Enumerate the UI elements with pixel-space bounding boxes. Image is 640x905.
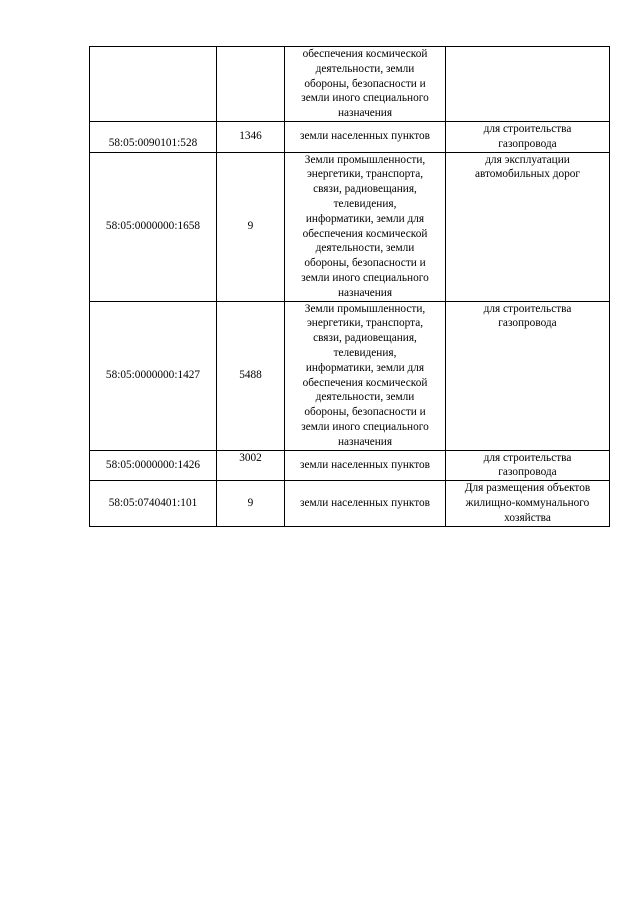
permitted-use-cell	[446, 122, 610, 153]
land-category-line: Земли промышленности,	[304, 302, 426, 315]
land-category-line: обороны, безопасности и	[304, 406, 426, 419]
land-category-line: обеспечения космической	[302, 376, 428, 389]
permitted-use-line: автомобильных дорог	[474, 168, 581, 181]
permitted-use-line: для строительства	[483, 302, 572, 315]
land-category-cell	[285, 152, 446, 301]
land-category-line: назначения	[337, 286, 393, 299]
land-category-line: обеспечения космической	[302, 48, 428, 60]
land-category-line: Земли промышленности,	[304, 153, 426, 166]
land-category-line: земли иного специального	[301, 271, 429, 284]
permitted-use-line: газопровода	[498, 466, 557, 479]
land-category-line: назначения	[337, 435, 393, 448]
land-category-line: информатики, земли для	[305, 361, 425, 374]
permitted-use-line: для эксплуатации	[485, 153, 570, 166]
permitted-use-line: Для размещения объектов	[464, 482, 591, 495]
permitted-use-line: газопровода	[498, 137, 557, 150]
land-category-line: связи, радиовещания,	[313, 183, 417, 196]
land-category-line: земли населенных пунктов	[299, 130, 430, 143]
permitted-use-cell	[446, 301, 610, 450]
cadastral-number-cell: 58:05:0000000:1427	[90, 301, 217, 450]
land-category-line: земли населенных пунктов	[299, 458, 430, 471]
permitted-use-cell	[446, 481, 610, 526]
land-category-line: земли иного специального	[301, 420, 429, 433]
land-category-line: деятельности, земли	[315, 242, 415, 255]
permitted-use-line: хозяйства	[504, 511, 551, 524]
land-category-line: назначения	[337, 107, 393, 120]
permitted-use-line: для строительства	[483, 123, 572, 135]
land-category-line: телевидения,	[333, 197, 397, 210]
cadastral-number-cell: 58:05:0000000:1426	[90, 450, 217, 481]
land-category-cell	[285, 301, 446, 450]
land-plots-table-body	[90, 47, 610, 527]
area-cell: 5488	[217, 301, 285, 450]
area-cell: 1346	[217, 122, 285, 153]
land-category-line: обеспечения космической	[302, 227, 428, 240]
land-category-line: телевидения,	[333, 346, 397, 359]
land-category-line: деятельности, земли	[315, 391, 415, 404]
area-cell: 3002	[217, 450, 285, 481]
cadastral-number-cell	[90, 47, 217, 122]
table-row	[90, 47, 610, 122]
land-category-line: обороны, безопасности и	[304, 257, 426, 270]
land-category-cell	[285, 481, 446, 526]
land-category-line: земли населенных пунктов	[299, 496, 430, 509]
area-cell: 9	[217, 152, 285, 301]
cadastral-number-cell: 58:05:0000000:1658	[90, 152, 217, 301]
land-category-line: информатики, земли для	[305, 212, 425, 225]
area-cell	[217, 47, 285, 122]
permitted-use-cell	[446, 47, 610, 122]
land-category-cell	[285, 450, 446, 481]
permitted-use-line: для строительства	[483, 451, 572, 464]
cadastral-number-cell: 58:05:0740401:101	[90, 481, 217, 526]
land-category-line: связи, радиовещания,	[313, 332, 417, 345]
land-plots-table	[89, 46, 610, 527]
land-category-cell	[285, 122, 446, 153]
area-cell: 9	[217, 481, 285, 526]
land-category-line: земли иного специального	[301, 92, 429, 105]
permitted-use-cell	[446, 152, 610, 301]
permitted-use-line: жилищно-коммунального	[465, 496, 590, 509]
table-row	[90, 122, 610, 153]
table-row	[90, 481, 610, 526]
land-category-line: деятельности, земли	[315, 62, 415, 75]
permitted-use-cell	[446, 450, 610, 481]
table-row	[90, 450, 610, 481]
permitted-use-line: газопровода	[498, 317, 557, 330]
land-category-line: энергетики, транспорта,	[306, 317, 424, 330]
table-row	[90, 301, 610, 450]
land-category-line: обороны, безопасности и	[304, 77, 426, 90]
land-category-line: энергетики, транспорта,	[306, 168, 424, 181]
land-category-cell	[285, 47, 446, 122]
cadastral-number-cell: 58:05:0090101:528	[90, 122, 217, 153]
table-row	[90, 152, 610, 301]
